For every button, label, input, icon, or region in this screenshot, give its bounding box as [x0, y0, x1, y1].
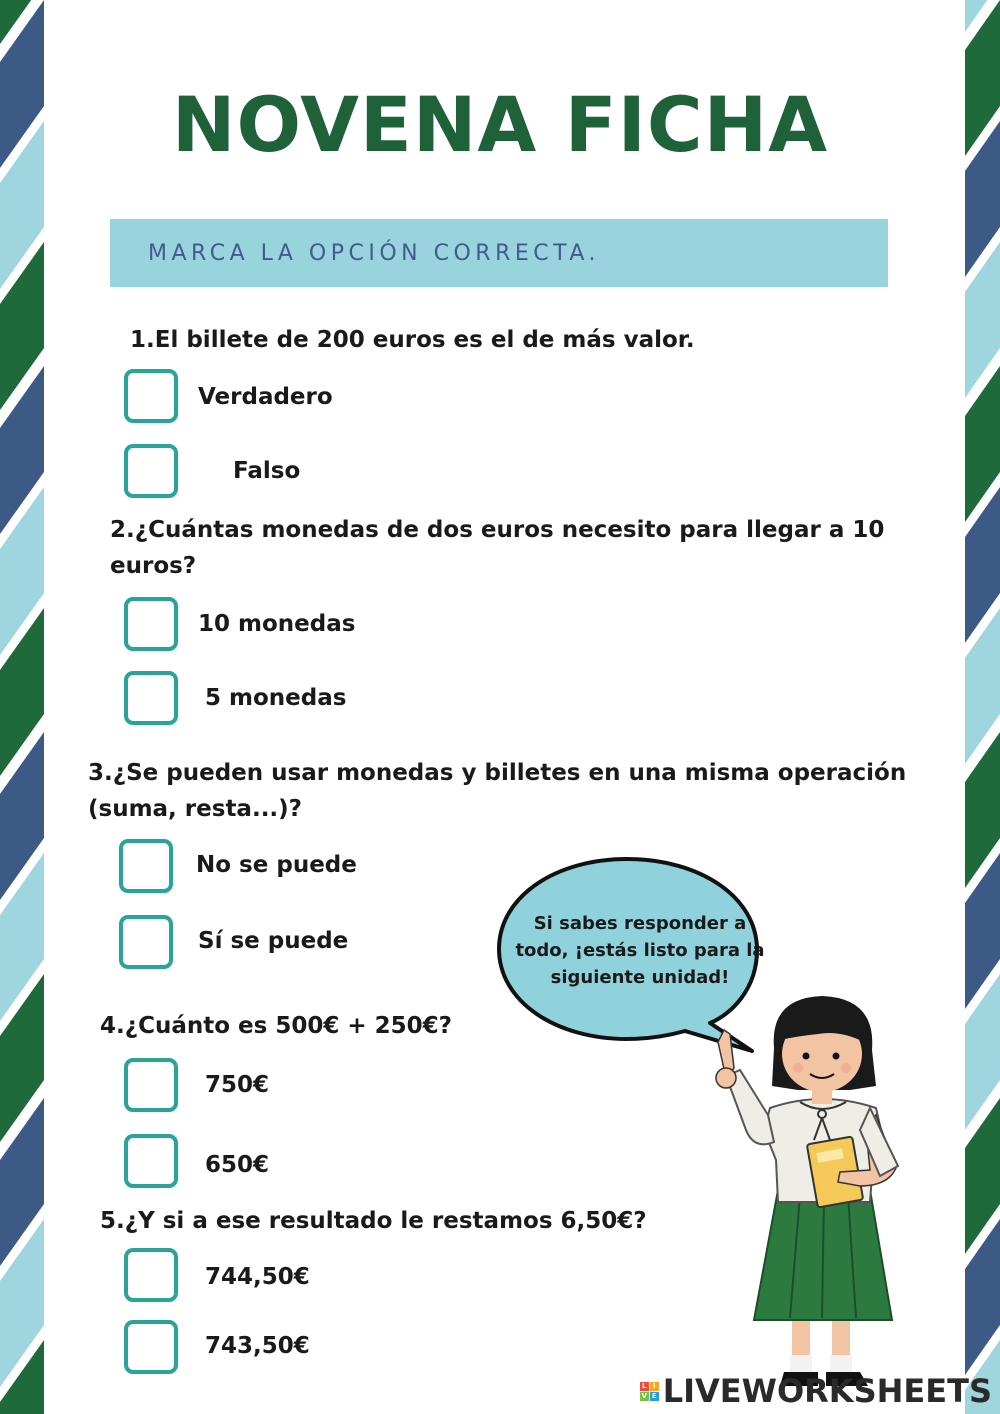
q2-option-2-checkbox[interactable] — [124, 671, 178, 725]
question-1: 1.El billete de 200 euros es el de más valor. — [130, 327, 695, 353]
q4-option-2-label: 650€ — [205, 1152, 270, 1178]
q2-option-1-checkbox[interactable] — [124, 597, 178, 651]
q1-option-2-checkbox[interactable] — [124, 444, 178, 498]
liveworksheets-logo-icon: L I V E — [640, 1382, 659, 1401]
q5-option-2-label: 743,50€ — [205, 1333, 310, 1359]
watermark-text: LIVEWORKSHEETS — [662, 1372, 992, 1410]
q2-option-1-label: 10 monedas — [198, 611, 356, 637]
left-striped-border — [0, 0, 44, 1414]
speech-bubble-text: Si sabes responder a todo, ¡estás listo para la siguiente unidad! — [515, 913, 765, 988]
q4-option-1-label: 750€ — [205, 1072, 270, 1098]
q4-option-2-checkbox[interactable] — [124, 1134, 178, 1188]
q1-option-1-checkbox[interactable] — [124, 369, 178, 423]
q1-option-1-label: Verdadero — [198, 384, 333, 410]
question-2: 2.¿Cuántas monedas de dos euros necesito para llegar a 10 euros? — [110, 517, 885, 579]
q2-option-2-label: 5 monedas — [205, 685, 347, 711]
instruction-banner — [110, 219, 888, 287]
q3-option-1-label: No se puede — [196, 852, 357, 878]
liveworksheets-watermark — [640, 1372, 992, 1410]
question-3: 3.¿Se pueden usar monedas y billetes en una misma operación (suma, resta...)? — [88, 760, 907, 822]
q5-option-1-checkbox[interactable] — [124, 1248, 178, 1302]
q1-option-2-label: Falso — [233, 458, 301, 484]
q3-option-2-label: Sí se puede — [198, 928, 349, 954]
worksheet-title: NOVENA FICHA — [171, 80, 829, 169]
girl-illustration — [700, 990, 930, 1410]
question-5: 5.¿Y si a ese resultado le restamos 6,50€? — [100, 1208, 647, 1234]
q5-option-1-label: 744,50€ — [205, 1264, 310, 1290]
q3-option-1-checkbox[interactable] — [119, 839, 173, 893]
q4-option-1-checkbox[interactable] — [124, 1058, 178, 1112]
instruction-text: MARCA LA OPCIÓN CORRECTA. — [148, 241, 601, 266]
right-striped-border — [965, 0, 1000, 1414]
q5-option-2-checkbox[interactable] — [124, 1320, 178, 1374]
question-4: 4.¿Cuánto es 500€ + 250€? — [100, 1013, 452, 1039]
q3-option-2-checkbox[interactable] — [119, 915, 173, 969]
